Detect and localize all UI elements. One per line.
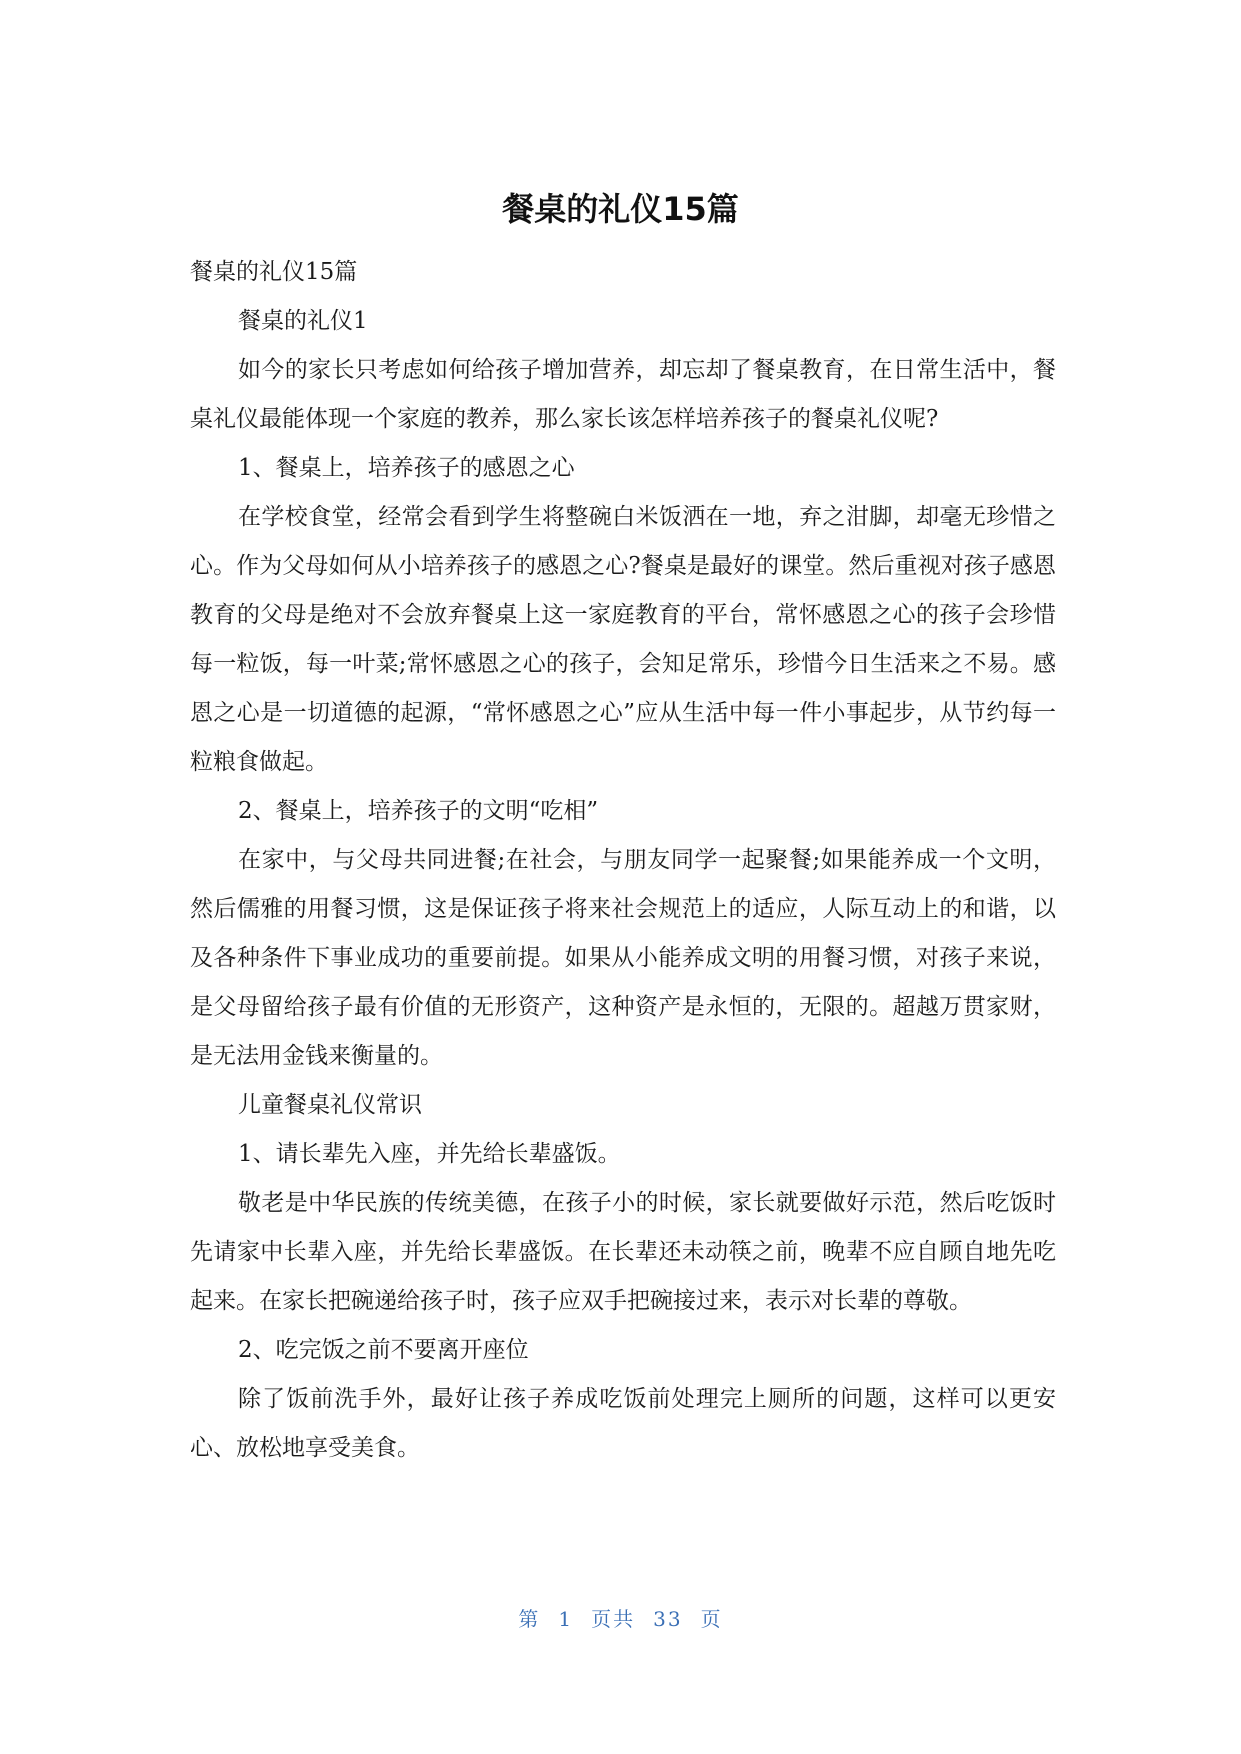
- footer-prefix: 第: [518, 1607, 541, 1631]
- section-heading: 儿童餐桌礼仪常识: [238, 1092, 422, 1118]
- body-paragraph: 在家中，与父母共同进餐;在社会，与朋友同学一起聚餐;如果能养成一个文明，然后儒雅的用餐习惯，这是保证孩子将来社会规范上的适应，人际互动上的和谐，以及各种条件下事业成功的重要前提。如果从小能养成文明的用餐习惯，对孩子来说，是父母留给孩子最有价值的无形资产，这种资产是永恒的，无限的。超越万贯家财，是无法用金钱来衡量的。: [190, 847, 1056, 1069]
- footer-suffix: 页: [700, 1607, 723, 1631]
- document-body: [190, 248, 1056, 1473]
- subsection-heading: 2、餐桌上，培养孩子的文明“吃相”: [238, 798, 599, 824]
- subsection-heading: 2、吃完饭之前不要离开座位: [238, 1337, 529, 1363]
- footer-current-page: 1: [558, 1607, 574, 1631]
- body-paragraph: 除了饭前洗手外，最好让孩子养成吃饭前处理完上厕所的问题，这样可以更安心、放松地享受美食。: [190, 1386, 1056, 1461]
- subsection-heading: 1、餐桌上，培养孩子的感恩之心: [238, 455, 575, 481]
- body-paragraph: 如今的家长只考虑如何给孩子增加营养，却忘却了餐桌教育，在日常生活中，餐桌礼仪最能体现一个家庭的教养，那么家长该怎样培养孩子的餐桌礼仪呢?: [190, 357, 1056, 432]
- body-paragraph: 敬老是中华民族的传统美德，在孩子小的时候，家长就要做好示范，然后吃饭时先请家中长辈入座，并先给长辈盛饭。在长辈还未动筷之前，晚辈不应自顾自地先吃起来。在家长把碗递给孩子时，孩子应双手把碗接过来，表示对长辈的尊敬。: [190, 1190, 1056, 1314]
- footer-middle: 页共: [591, 1607, 636, 1631]
- footer-total-pages: 33: [653, 1607, 683, 1631]
- document-title: 餐桌的礼仪15篇: [502, 190, 739, 228]
- body-paragraph: 餐桌的礼仪15篇: [190, 259, 358, 285]
- page-footer: [0, 1604, 1241, 1634]
- body-paragraph: 在学校食堂，经常会看到学生将整碗白米饭洒在一地，弃之泔脚，却毫无珍惜之心。作为父母如何从小培养孩子的感恩之心?餐桌是最好的课堂。然后重视对孩子感恩教育的父母是绝对不会放弃餐桌上这一家庭教育的平台，常怀感恩之心的孩子会珍惜每一粒饭，每一叶菜;常怀感恩之心的孩子，会知足常乐，珍惜今日生活来之不易。感恩之心是一切道德的起源，“常怀感恩之心”应从生活中每一件小事起步，从节约每一粒粮食做起。: [190, 504, 1056, 775]
- section-heading: 餐桌的礼仪1: [238, 308, 368, 334]
- subsection-heading: 1、请长辈先入座，并先给长辈盛饭。: [238, 1141, 621, 1167]
